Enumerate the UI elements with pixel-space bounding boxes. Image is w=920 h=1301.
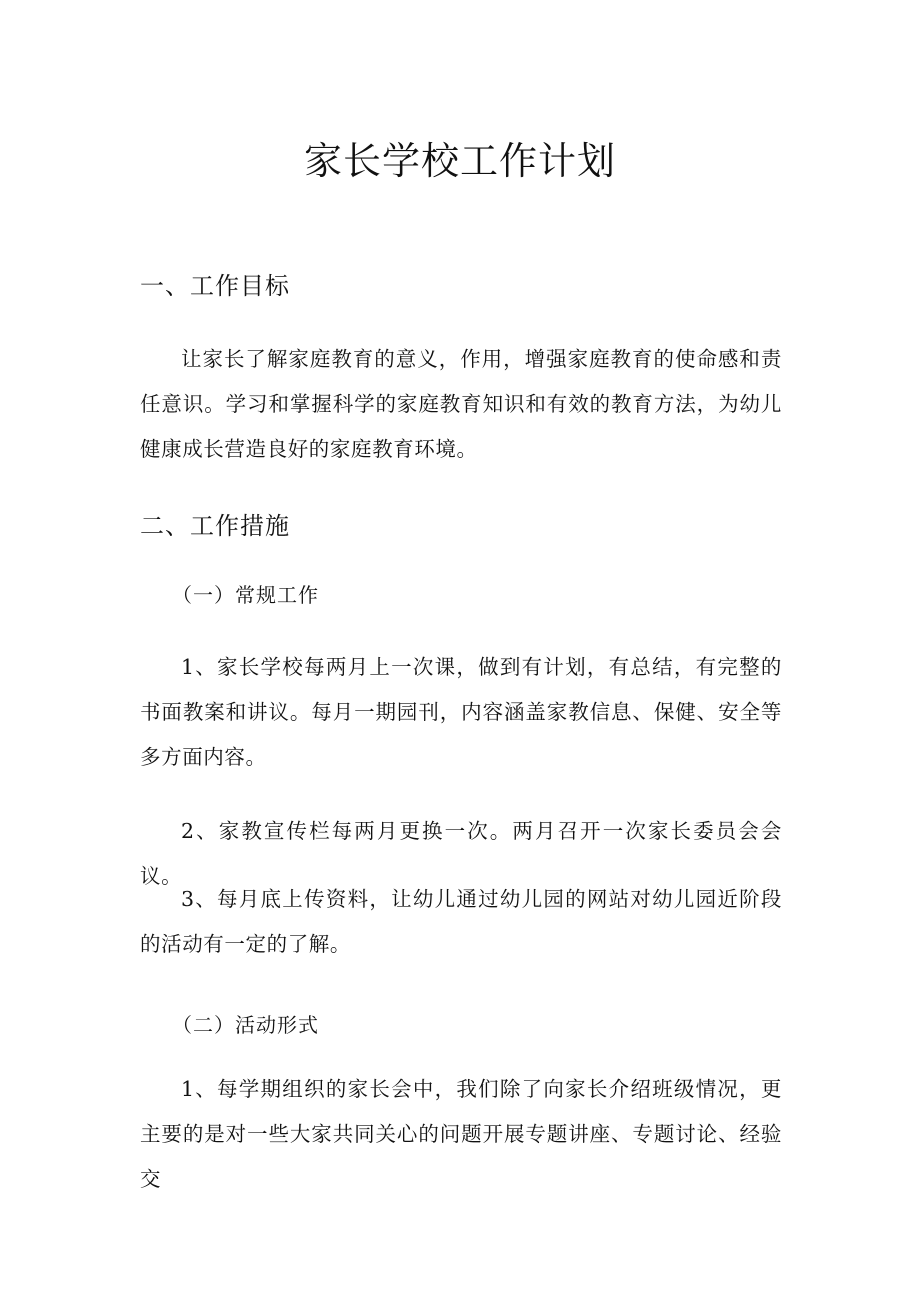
section-heading-goals: 一、工作目标 — [140, 272, 290, 300]
goals-paragraph: 让家长了解家庭教育的意义，作用，增强家庭教育的使命感和责任意识。学习和掌握科学的家庭教育知识和有效的教育方法，为幼儿健康成长营造良好的家庭教育环境。 — [140, 347, 782, 461]
routine-item-3: 3、每月底上传资料，让幼儿通过幼儿园的网站对幼儿园近阶段的活动有一定的了解。 — [140, 887, 782, 956]
activities-item-1: 1、每学期组织的家长会中，我们除了向家长介绍班级情况，更主要的是对一些大家共同关心的问题开展专题讲座、专题讨论、经验交 — [140, 1077, 782, 1191]
subsection-heading-routine: （一）常规工作 — [172, 583, 319, 607]
routine-item-1: 1、家长学校每两月上一次课，做到有计划，有总结，有完整的书面教案和讲议。每月一期园刊，内容涵盖家教信息、保健、安全等多方面内容。 — [140, 655, 782, 769]
subsection-heading-activities: （二）活动形式 — [172, 1013, 319, 1037]
section-heading-measures: 二、工作措施 — [140, 512, 290, 540]
page-title: 家长学校工作计划 — [303, 139, 616, 183]
routine-item-2: 2、家教宣传栏每两月更换一次。两月召开一次家长委员会会议。 — [140, 819, 782, 888]
